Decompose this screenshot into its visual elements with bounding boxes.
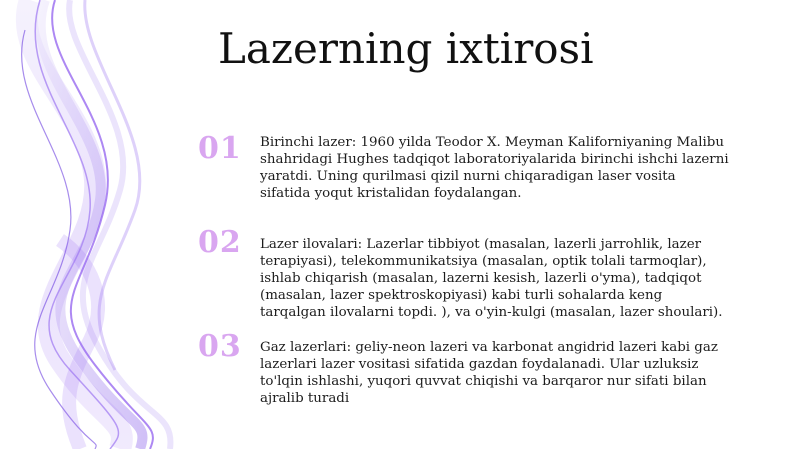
item-text: Gaz lazerlari: geliy-neon lazeri va karbonat angidrid lazeri kabi gaz lazerlari lazer vositasi sifatida gazdan foydalanadi. Ular uzluksiz to'lqin ishlashi, yuqori quvvat chiqishi va barqaror nur sifati bilan ajralib turadi <box>260 340 718 406</box>
item-number: 03 <box>198 329 242 364</box>
item-text: Lazer ilovalari: Lazerlar tibbiyot (masalan, lazerli jarrohlik, lazer terapiyasi), telekommunikatsiya (masalan, optik tolali tarmoqlar), ishlab chiqarish (masalan, lazerni kesish, lazerli o'yma), tadqiqot (masalan, lazer spektroskopiyasi) kabi turli sohalarda keng tarqalgan ilovalarni topdi. ), va o'yin-kulgi (masalan, lazer shoulari). <box>260 237 723 320</box>
item-number: 01 <box>198 131 242 166</box>
slide-title: Lazerning ixtirosi <box>218 24 594 73</box>
item-text: Birinchi lazer: 1960 yilda Teodor X. Meyman Kaliforniyaning Malibu shahridagi Hughes tadqiqot laboratoriyalarida birinchi ishchi lazerni yaratdi. Uning qurilmasi qizil nurni chiqaradigan laser vosita sifatida yoqut kristalidan foydalangan. <box>260 135 729 201</box>
item-number: 02 <box>198 225 242 260</box>
purple-smoke-ribbon-icon <box>0 0 200 449</box>
